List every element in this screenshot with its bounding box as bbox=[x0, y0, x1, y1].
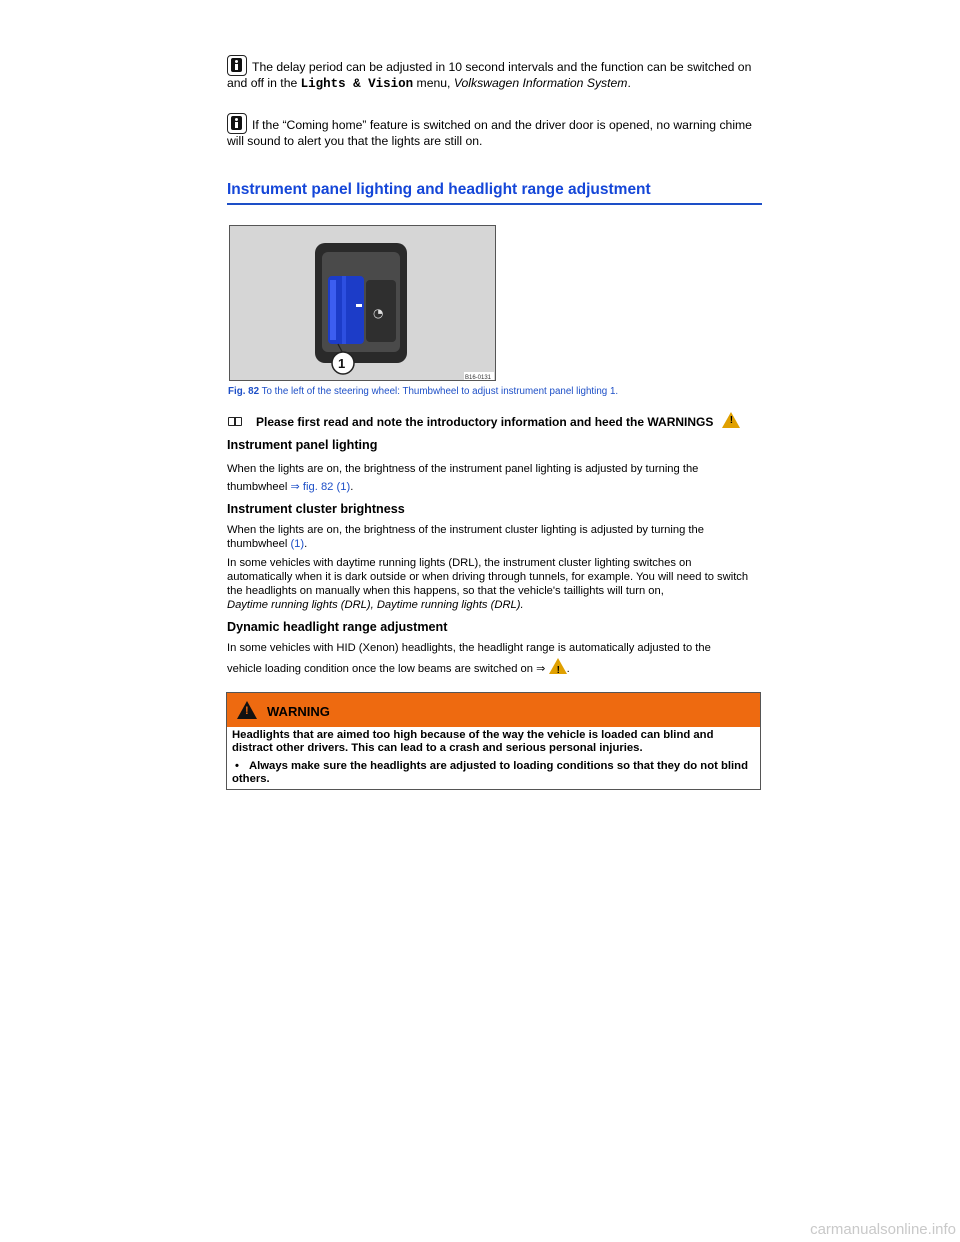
callout-number: 1 bbox=[338, 356, 346, 371]
paragraph-end: . bbox=[350, 481, 354, 493]
paragraph-text: When the lights are on, the brightness of the instrument panel lighting is adjusted by turning the thumbwheel bbox=[227, 463, 699, 493]
warning-text: Headlights that are aimed too high because of the way the vehicle is loaded can blind and distract other drivers. This can lead to a crash and serious personal injuries. bbox=[232, 729, 714, 754]
menu-name: Lights & Vision bbox=[300, 77, 414, 91]
info-note-1 bbox=[227, 55, 767, 92]
watermark: carmanualsonline.info bbox=[810, 1221, 956, 1238]
figure-code: B16-0131 bbox=[465, 375, 492, 380]
section-heading: Instrument panel lighting and headlight range adjustment bbox=[227, 181, 762, 205]
system-name: Volkswagen Information System bbox=[453, 76, 628, 90]
svg-text:◔: ◔ bbox=[373, 306, 384, 320]
caption-label: Fig. 82 bbox=[228, 386, 260, 397]
caption-text: To the left of the steering wheel: Thumbwheel to adjust instrument panel lighting 1. bbox=[261, 386, 619, 397]
warning-bullet bbox=[232, 760, 752, 786]
paragraph-end: . bbox=[566, 663, 570, 675]
read-note-text: Please first read and note the introductory information and heed the WARNINGS bbox=[256, 415, 714, 429]
figure-image bbox=[229, 225, 496, 381]
warning-bullet-text: Always make sure the headlights are adjusted to loading conditions so that they do not blind others. bbox=[232, 760, 748, 785]
drl-reference[interactable]: Daytime running lights (DRL), Daytime running lights (DRL). bbox=[227, 599, 524, 611]
paragraph bbox=[227, 523, 752, 551]
warning-header bbox=[227, 693, 760, 727]
paragraph bbox=[227, 639, 747, 679]
subsection-heading: Instrument panel lighting bbox=[227, 438, 378, 452]
note-text: The delay period can be adjusted in 10 second intervals and the function can be switched on and off in the bbox=[227, 60, 752, 90]
warning-triangle-icon[interactable]: ! bbox=[549, 658, 567, 674]
paragraph-end: . bbox=[304, 538, 308, 550]
note-text: If the “Coming home” feature is switched on and the driver door is opened, no warning chime will sound to alert you that the lights are still on. bbox=[227, 118, 752, 148]
figure-link[interactable]: ⇒ fig. 82 (1) bbox=[290, 481, 351, 493]
info-icon bbox=[227, 113, 247, 134]
paragraph bbox=[227, 556, 752, 612]
subsection-heading: Instrument cluster brightness bbox=[227, 502, 405, 516]
paragraph-text: In some vehicles with daytime running lights (DRL), the instrument cluster lighting switches on automatically when it is dark outside or when driving through tunnels, for example. You will need to switch the headlights on manually when this happens, so that the vehicle's taillights will turn on, bbox=[227, 557, 749, 597]
warning-icon: ! bbox=[237, 701, 257, 719]
thumbwheel-illustration bbox=[230, 226, 495, 380]
note-text-middle: menu, bbox=[413, 76, 454, 90]
paragraph-text: In some vehicles with HID (Xenon) headlights, the headlight range is automatically adjusted to the vehicle loading condition once the low beams are switched on ⇒ bbox=[227, 642, 711, 675]
paragraph bbox=[227, 460, 752, 496]
figure-caption bbox=[228, 386, 618, 397]
paragraph-text: When the lights are on, the brightness of the instrument cluster lighting is adjusted by turning the thumbwheel bbox=[227, 524, 704, 550]
note-text-end: . bbox=[627, 76, 631, 90]
callout-link[interactable]: (1) bbox=[290, 538, 305, 550]
warning-box bbox=[226, 692, 761, 790]
info-note-2 bbox=[227, 113, 767, 149]
read-first-note bbox=[228, 412, 740, 429]
info-icon bbox=[227, 55, 247, 76]
warning-triangle-icon[interactable]: ! bbox=[722, 412, 740, 428]
bullet-icon: • bbox=[235, 760, 239, 772]
book-icon bbox=[228, 417, 242, 426]
subsection-heading: Dynamic headlight range adjustment bbox=[227, 620, 448, 634]
warning-title: WARNING bbox=[267, 704, 330, 719]
